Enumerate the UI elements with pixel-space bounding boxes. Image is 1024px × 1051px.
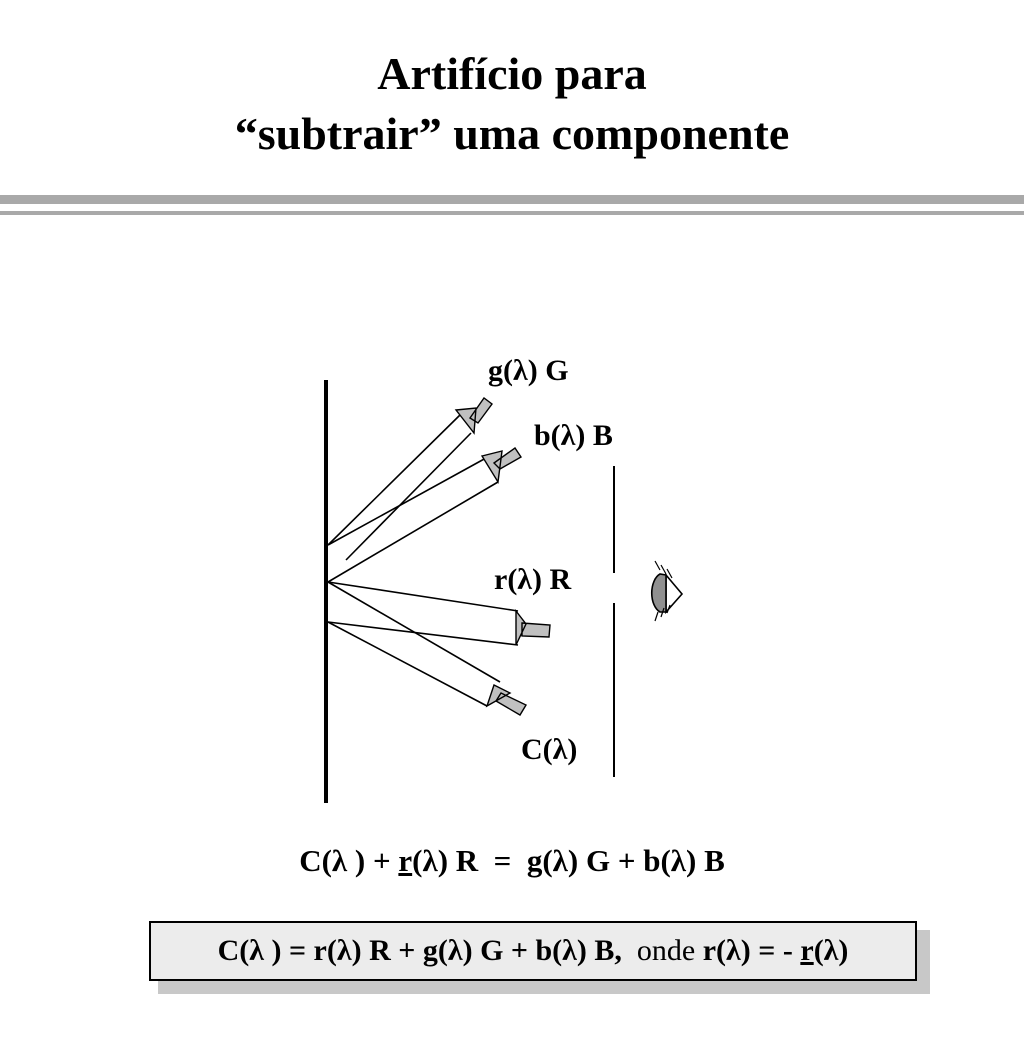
beam-r-lower bbox=[328, 622, 518, 645]
equation-2-rhs1: r(λ) = - bbox=[702, 934, 801, 967]
equation-2-lhs: C(λ ) = r(λ) R + g(λ) G + b(λ) B bbox=[217, 934, 615, 967]
beam-g-lower bbox=[346, 433, 471, 560]
lamp-r bbox=[516, 611, 550, 645]
beam-g-upper bbox=[328, 414, 461, 545]
beam-c-lower bbox=[328, 622, 487, 706]
eye-icon bbox=[652, 561, 682, 621]
equation-box bbox=[149, 921, 917, 981]
equation-2-onde: onde bbox=[636, 934, 696, 967]
lamp-g bbox=[456, 398, 492, 433]
beam-b-upper bbox=[328, 458, 486, 545]
equation-2-r-underlined: r bbox=[800, 934, 814, 967]
lamp-b bbox=[482, 448, 521, 482]
label-c: C(λ) bbox=[521, 733, 578, 766]
title-line-2: “subtrair” uma componente bbox=[234, 108, 790, 159]
equation-2-rhs2: (λ) bbox=[813, 934, 849, 967]
label-r: r(λ) R bbox=[494, 563, 572, 596]
equation-2-space bbox=[695, 934, 703, 967]
equation-1-part1: C(λ ) + bbox=[299, 843, 399, 878]
equation-1-r-underlined: r bbox=[398, 843, 413, 878]
beam-r-upper bbox=[328, 582, 518, 611]
label-b: b(λ) B bbox=[534, 419, 613, 452]
label-g: g(λ) G bbox=[488, 354, 569, 387]
beam-b-lower bbox=[328, 482, 498, 582]
lamp-c bbox=[487, 685, 526, 715]
equation-1 bbox=[0, 843, 1024, 879]
equation-1-part2: (λ) R = g(λ) G + b(λ) B bbox=[412, 843, 725, 878]
title-line-1: Artifício para bbox=[377, 48, 647, 99]
equation-2-comma: , bbox=[614, 934, 637, 967]
